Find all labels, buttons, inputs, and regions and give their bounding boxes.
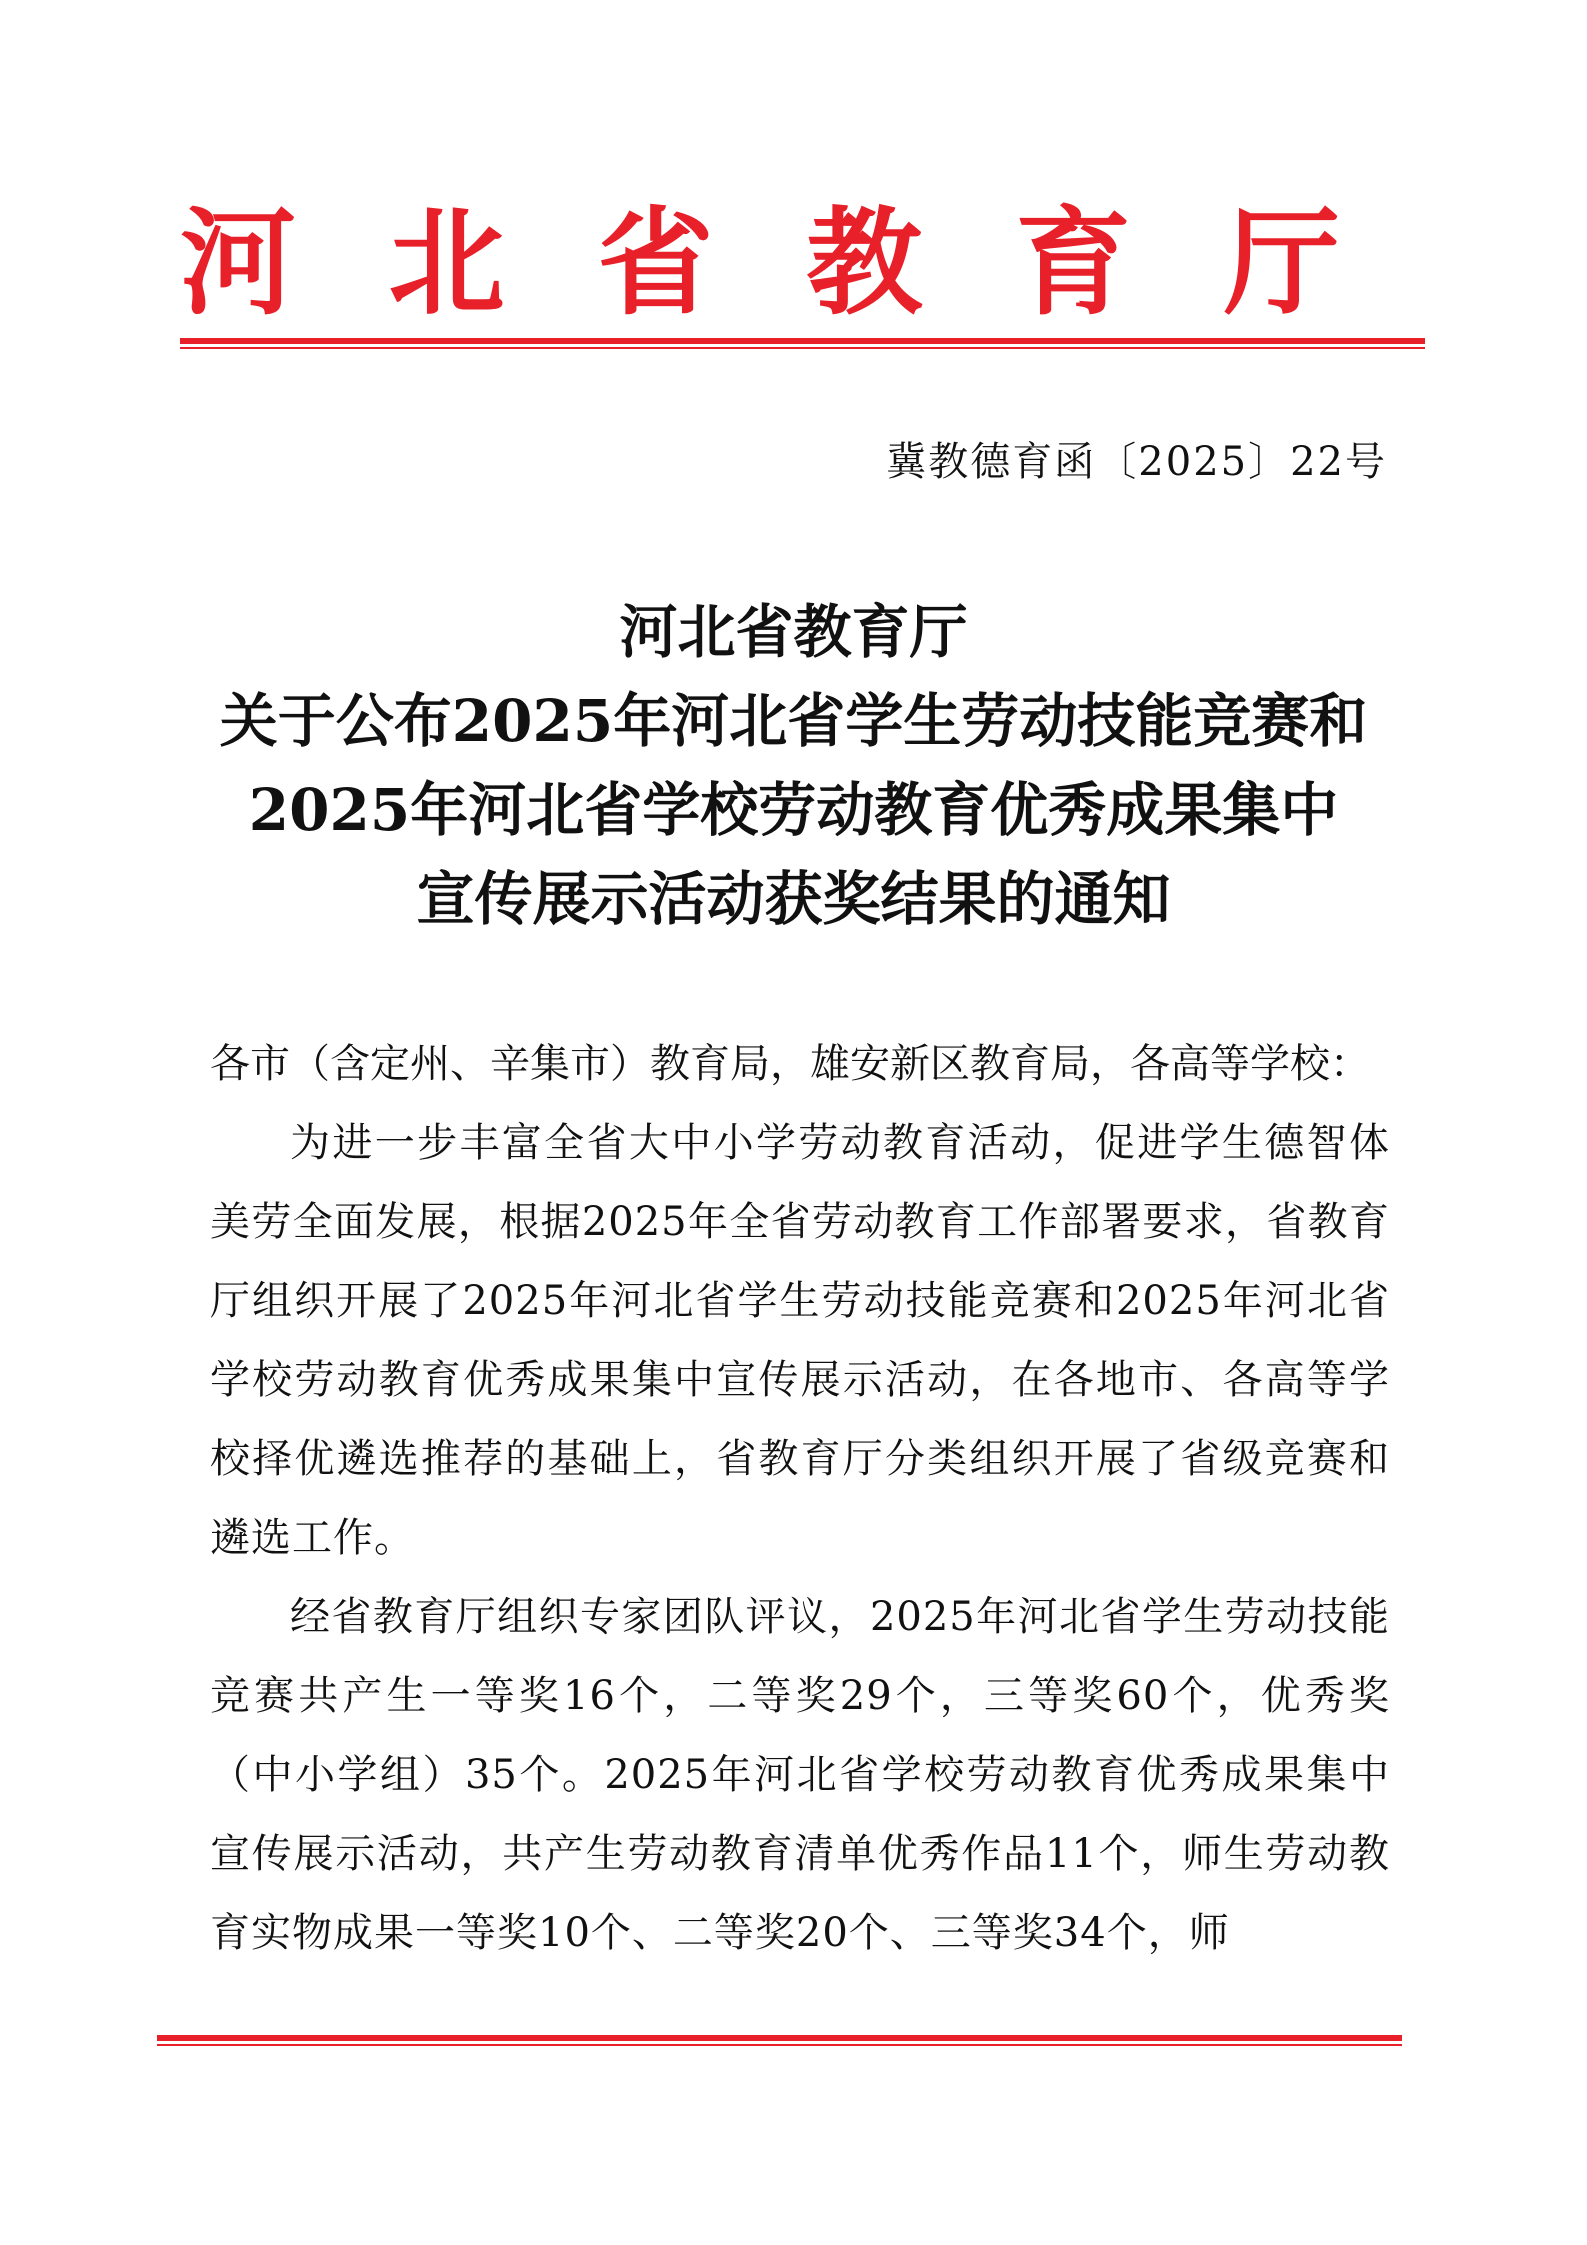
masthead-divider [180,338,1425,352]
divider-thin-line [180,347,1425,349]
title-line: 河北省教育厅 [619,598,968,666]
title-line: 宣传展示活动获奖结果的通知 [416,865,1171,933]
body-paragraph: 为进一步丰富全省大中小学劳动教育活动，促进学生德智体美劳全面发展，根据2025年全省劳动教育工作部署要求，省教育厅组织开展了2025年河北省学生劳动技能竞赛和2025年河北省学校劳动教育优秀成果集中宣传展示活动，在各地市、各高等学校择优遴选推荐的基础上，省教育厅分类组织开展了省级竞赛和遴选工作。 [210,1120,1390,1561]
masthead [180,188,1340,338]
divider-thick-line [157,2035,1402,2041]
document-title [180,588,1407,944]
divider-thin-line [157,2044,1402,2046]
masthead-char: 河 [180,195,296,331]
footer-divider [157,2035,1402,2049]
body-paragraph: 经省教育厅组织专家团队评议，2025年河北省学生劳动技能竞赛共产生一等奖16个，二等奖29个，三等奖60个，优秀奖（中小学组）35个。2025年河北省学校劳动教育优秀成果集中宣传展示活动，共产生劳动教育清单优秀作品11个，师生劳动教育实物成果一等奖10个、二等奖20个、三等奖34个，师 [210,1594,1390,1956]
document-body [210,1025,1390,1973]
title-line: 2025年河北省学校劳动教育优秀成果集中 [248,776,1339,844]
divider-thick-line [180,338,1425,344]
salutation: 各市（含定州、辛集市）教育局，雄安新区教育局，各高等学校： [210,1041,1370,1087]
masthead-char: 厅 [1223,195,1340,331]
masthead-char: 省 [597,195,714,331]
title-line: 关于公布2025年河北省学生劳动技能竞赛和 [219,687,1368,755]
document-number: 冀教德育函〔2025〕22号 [886,439,1387,485]
masthead-char: 北 [388,195,505,331]
masthead-char: 教 [806,195,923,331]
masthead-char: 育 [1015,195,1132,331]
